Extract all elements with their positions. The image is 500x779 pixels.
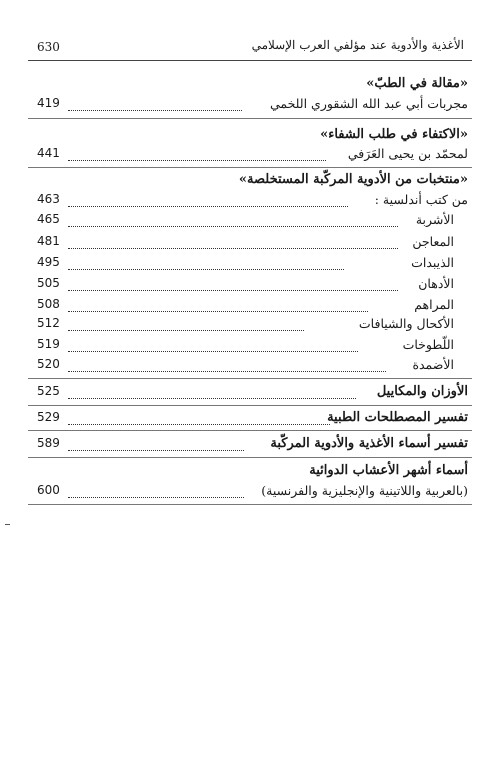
toc-entry[interactable] [28,146,472,164]
section-divider [28,405,472,406]
margin-mark [5,524,10,525]
toc-page-number: 520 [37,357,60,371]
toc-entry-title: الأدهان [418,276,454,291]
section-heading-ashhar: أسماء أشهر الأعشاب الدوائية [309,463,468,478]
toc-page-number: 419 [37,96,60,110]
toc-entry-title: الأضمدة [412,357,454,372]
section-heading-maqala: «مقالة في الطبّ» [366,76,468,91]
dot-leader [68,214,398,227]
toc-page-number: 465 [37,212,60,226]
toc-page-number: 463 [37,192,60,206]
running-header: الأغذية والأدوية عند مؤلفي العرب الإسلامي [251,38,464,52]
toc-entry-title: تفسير المصطلحات الطبية [327,410,468,425]
toc-subentry[interactable] [28,316,472,334]
toc-entry[interactable] [28,96,472,114]
dot-leader [68,438,244,451]
dot-leader [68,257,344,270]
toc-entry-title: من كتب أندلسية : [374,192,468,207]
section-divider [28,457,472,458]
toc-entry[interactable] [28,384,472,402]
toc-entry-title: الذيبدات [411,255,454,270]
section-heading-iktifa: «الاكتفاء في طلب الشفاء» [320,127,468,142]
dot-leader [68,359,386,372]
section-heading-muntakhabat: «منتخبات من الأدوية المركّبة المستخلصة» [238,172,468,187]
dot-leader [68,412,330,425]
dot-leader [68,339,358,352]
section-divider [28,167,472,168]
toc-entry-title: اللّطوخات [402,337,454,352]
toc-page-number: 529 [37,410,60,424]
toc-entry[interactable] [28,410,472,428]
toc-subentry[interactable] [28,212,472,230]
dot-leader [68,194,348,207]
dot-leader [68,318,304,331]
toc-subentry[interactable] [28,357,472,375]
toc-entry-title: المعاجن [412,234,454,249]
dot-leader [68,386,356,399]
toc-entry[interactable] [28,483,472,501]
toc-subentry[interactable] [28,234,472,252]
toc-page-number: 441 [37,146,60,160]
toc-page-number: 505 [37,276,60,290]
toc-subentry[interactable] [28,255,472,273]
toc-entry[interactable] [28,192,472,210]
toc-entry-title: (بالعربية واللاتينية والإنجليزية والفرنسية) [261,483,468,498]
dot-leader [68,278,398,291]
toc-page-number: 481 [37,234,60,248]
toc-page-number: 589 [37,436,60,450]
toc-entry-title: تفسير أسماء الأغذية والأدوية المركّبة [270,436,468,451]
section-divider [28,118,472,119]
toc-entry-title: مجربات أبي عبد الله الشقوري اللخمي [269,96,468,111]
section-divider [28,504,472,505]
dot-leader [68,98,242,111]
section-divider [28,378,472,379]
toc-page-number: 512 [37,316,60,330]
toc-entry-title: لمحمّد بن يحيى العَرَفي [347,146,468,161]
toc-page-number: 495 [37,255,60,269]
dot-leader [68,485,244,498]
toc-page-number: 600 [37,483,60,497]
toc-subentry[interactable] [28,276,472,294]
toc-entry-title: الأوزان والمكاييل [376,384,468,399]
page-number: 630 [37,40,60,54]
toc-subentry[interactable] [28,297,472,315]
toc-entry[interactable] [28,436,472,454]
toc-entry-title: الأكحال والشيافات [358,316,454,331]
toc-entry-title: المراهم [414,297,454,312]
dot-leader [68,148,326,161]
toc-page-number: 508 [37,297,60,311]
dot-leader [68,299,368,312]
toc-page-number: 519 [37,337,60,351]
toc-entry-title: الأشربة [415,212,454,227]
toc-subentry[interactable] [28,337,472,355]
toc-page-number: 525 [37,384,60,398]
section-divider [28,430,472,431]
dot-leader [68,236,398,249]
